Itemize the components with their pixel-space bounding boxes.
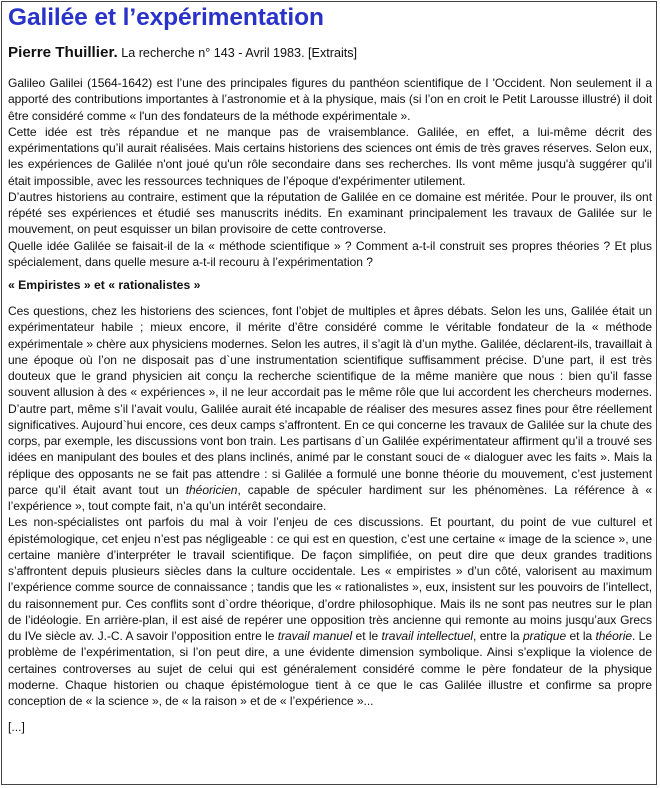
section-body	[8, 303, 652, 709]
emphasis: théoricien	[185, 482, 238, 497]
emphasis: théorie	[595, 629, 632, 643]
text-run: Ces questions, chez les historiens des sciences, font l’objet de multiples et âpres débats. Selon les uns, Galilée était un expérimentateur habile ; mieux encore, il mérite d’être considéré comme le véritable fondateur de la « méthode expérimentale » chère aux physiciens modernes. Selon les autres, il s’agit là d’un mythe. Galilée, déclarent-ils, travaillait à une époque où l’on ne disposait pas d`une instrumentation scientifique suffisamment précise. D’une part, il est très douteux que le grand physicien ait conçu la recherche scientifique de la même manière que nous : bien qu’il fasse souvent allusion à des « expériences », il ne leur accordait pas le même rôle que lui accordent les chercheurs modernes. D’autre part, même s’il l’avait voulu, Galilée aurait été incapable de réaliser des mesures assez fines pour être réellement significatives. Aujourd`hui encore, ces deux camps s’affrontent. En ce qui concerne les travaux de Galilée sur la chute des corps, par exemple, les discussions vont bon train. Les partisans d`un Galilée expérimentateur affirment qu’il a trouvé ses idées en manipulant des boules et des plans inclinés, animé par le constant souci de « dialoguer avec les faits ». Mais la réplique des opposants ne se fait pas attendre : si Galilée a formulé une bonne théorie du mouvement, c’est justement parce qu’il était avant tout un	[8, 304, 652, 497]
intro-paragraph: Cette idée est très répandue et ne manque pas de vraisemblance. Galilée, en effet, a lui-même décrit des expérimentations qu’il aurait réalisées. Mais certains historiens des sciences ont émis de très graves réserves. Selon eux, les expériences de Galilée n'ont joué qu'un rôle secondaire dans ses recherches. Ils vont même jusqu'à suggérer qu'il était impossible, avec les ressources techniques de l’époque d'expérimenter utilement.	[8, 124, 652, 188]
omission-marker: [...]	[8, 720, 25, 735]
intro-paragraph: Galileo Galilei (1564-1642) est l’une des principales figures du panthéon scientifique de l 'Occident. Non seulement il a apporté des contributions importantes à l’astronomie et à la physique, mais (si l’on en croit le Petit Larousse illustré) il doit être considéré comme « l'un des fondateurs de la méthode expérimentale ».	[8, 76, 652, 123]
source-reference: La recherche n° 143 - Avril 1983. [Extraits]	[121, 46, 358, 60]
article-title: Galilée et l’expérimentation	[8, 4, 324, 31]
article	[8, 3, 652, 735]
byline	[8, 44, 652, 62]
intro-paragraph: Quelle idée Galilée se faisait-il de la « méthode scientifique » ? Comment a-t-il construit ses propres théories ? Et plus spécialement, dans quelle mesure a-t-il recouru à l’expérimentation ?	[8, 238, 652, 269]
text-run: , entre la	[473, 629, 523, 643]
text-run: et la	[566, 629, 596, 643]
author-name: Pierre Thuillier.	[8, 44, 118, 61]
text-run: , capable de spéculer hardiment sur les phénomènes. La référence à « l’expérience », tout compte fait, n’a qu’un intérêt secondaire.	[8, 482, 652, 513]
section-paragraph	[8, 514, 652, 709]
text-run: . Le problème de l’expérimentation, si l’on peut dire, a une évidente dimension symbolique. Ainsi s’explique la violence de certaines controverses au sujet de celui qui est généralement considéré comme le père fondateur de la physique moderne. Chaque historien ou chaque épistémologue tient à ce que le cas Galilée illustre et confirme sa propre conception de « la science », de « la raison » et de « l’expérience »...	[8, 629, 652, 708]
emphasis: pratique	[522, 629, 567, 643]
section-paragraph	[8, 303, 652, 514]
text-run: Les non-spécialistes ont parfois du mal à voir l’enjeu de ces discussions. Et pourtant, du point de vue culturel et épistémologique, cet enjeu n’est pas négligeable : ce qui est en question, c’est une certaine « image de la science », une certaine manière d’interpréter le travail scientifique. De façon simplifiée, on peut dire que deux grandes traditions s’affrontent depuis plusieurs siècles dans la culture occidentale. Les « empiristes » d’un côté, valorisent au maximum l’expérience comme source de connaissance ; tandis que les « rationalistes », eux, insistent sur les pouvoirs de l’intellect, du raisonnement pur. Ces conflits sont d`ordre théorique, d’ordre philosophique. Mais ils ne sont pas neutres sur le plan de l’idéologie. En arrière-plan, il est aisé de repérer une opposition très ancienne qui remonte au moins jusqu’aux Grecs du IVe siècle av. J.-C. A savoir l’opposition entre le	[8, 515, 652, 643]
intro-block	[8, 75, 652, 270]
section-heading: « Empiristes » et « rationalistes »	[8, 278, 201, 292]
intro-paragraph: D’autres historiens au contraire, estiment que la réputation de Galilée en ce domaine est méritée. Pour le prouver, ils ont répété ses expériences et étudié ses manuscrits inédits. En examinant principalement les travaux de Galilée sur le mouvement, on peut esquisser un bilan provisoire de cette controverse.	[8, 189, 652, 237]
emphasis: travail intellectuel	[381, 629, 474, 643]
emphasis: travail manuel	[277, 629, 353, 643]
text-run: et le	[352, 629, 382, 643]
